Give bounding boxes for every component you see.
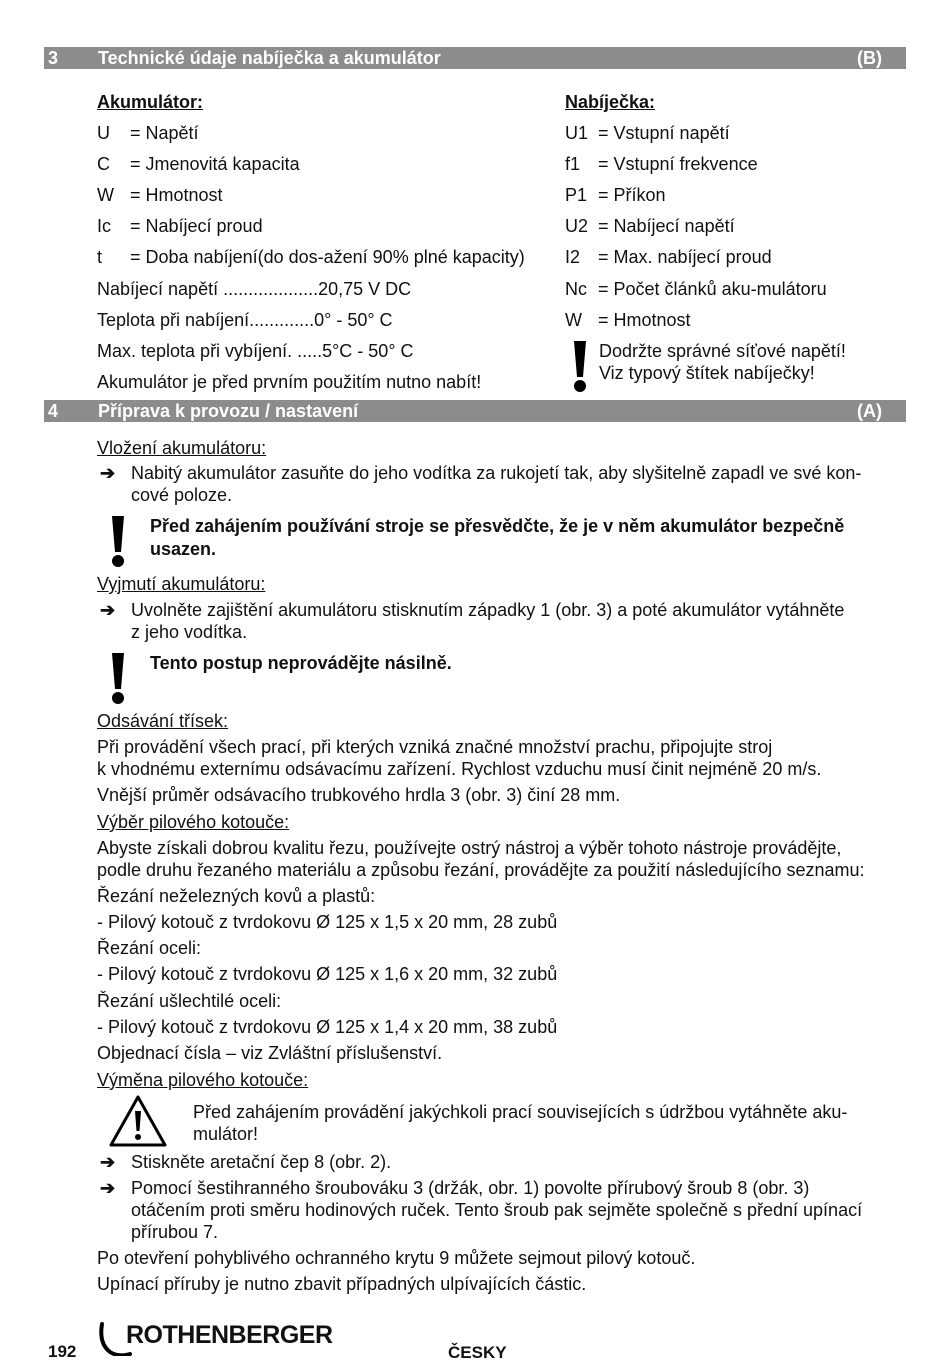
charger-desc-nc: = Počet článků aku-mulátoru bbox=[598, 279, 827, 299]
section-tag: (B) bbox=[857, 48, 882, 68]
exclamation-icon bbox=[570, 339, 590, 393]
charger-sym-p1: P1 bbox=[565, 185, 588, 205]
spec-charge-voltage: Nabíjecí napětí ...................20,75 V DC bbox=[97, 279, 412, 299]
blade-select-line-1: Abyste získali dobrou kvalitu řezu, používejte ostrý nástroj a výběr tohoto nástroje provádějte, bbox=[97, 838, 842, 858]
charger-sym-i2: I2 bbox=[565, 247, 581, 267]
insert-step-line-1: Nabitý akumulátor zasuňte do jeho vodítka za rukojetí tak, aby slyšitelně zapadl ve své kon- bbox=[131, 463, 862, 483]
charger-desc-w: = Hmotnost bbox=[598, 310, 691, 330]
page-number: 192 bbox=[48, 1342, 77, 1361]
arrow-icon: ➔ bbox=[100, 1178, 116, 1198]
section-number: 4 bbox=[48, 401, 59, 421]
blade-select-line-7: Řezání ušlechtilé oceli: bbox=[97, 991, 282, 1011]
insert-warning-line-1: Před zahájením používání stroje se přesvědčte, že je v něm akumulátor bezpečně bbox=[150, 516, 845, 536]
blade-select-line-8: - Pilový kotouč z tvrdokovu Ø 125 x 1,4 x 20 mm, 38 zubů bbox=[97, 1017, 558, 1037]
battery-desc-ic: = Nabíjecí proud bbox=[130, 216, 263, 236]
spec-charge-note: Akumulátor je před prvním použitím nutno nabít! bbox=[97, 372, 482, 392]
dust-line-1: Při provádění všech prací, při kterých vzniká značné množství prachu, připojujte stroj bbox=[97, 737, 773, 757]
remove-warning: Tento postup neprovádějte násilně. bbox=[150, 653, 452, 673]
arrow-icon: ➔ bbox=[100, 1152, 116, 1172]
battery-sym-c: C bbox=[97, 154, 110, 174]
dust-line-2: k vhodnému externímu odsávacímu zařízení. Rychlost vzduchu musí činit nejméně 20 m/s. bbox=[97, 759, 822, 779]
battery-sym-t: t bbox=[97, 247, 103, 267]
blade-change-line-1: Po otevření pohyblivého ochranného krytu 9 můžete sejmout pilový kotouč. bbox=[97, 1248, 696, 1268]
blade-select-line-4: - Pilový kotouč z tvrdokovu Ø 125 x 1,5 x 20 mm, 28 zubů bbox=[97, 912, 558, 932]
spec-charge-temp: Teplota při nabíjení.............0° - 50° C bbox=[97, 310, 393, 330]
battery-desc-u: = Napětí bbox=[130, 123, 199, 143]
remove-battery-heading: Vyjmutí akumulátoru: bbox=[97, 574, 266, 594]
blade-select-heading: Výběr pilového kotouče: bbox=[97, 812, 290, 832]
blade-change-line-2: Upínací příruby je nutno zbavit případných ulpívajících částic. bbox=[97, 1274, 587, 1294]
charger-desc-f1: = Vstupní frekvence bbox=[598, 154, 758, 174]
charger-warning-voltage: Dodržte správné síťové napětí! bbox=[599, 341, 846, 361]
battery-desc-t: = Doba nabíjení(do dos-ažení 90% plné kapacity) bbox=[130, 247, 525, 267]
exclamation-icon bbox=[108, 514, 128, 568]
blade-select-line-3: Řezání neželezných kovů a plastů: bbox=[97, 886, 376, 906]
battery-sym-u: U bbox=[97, 123, 110, 143]
exclamation-icon bbox=[108, 651, 128, 705]
dust-heading: Odsávání třísek: bbox=[97, 711, 229, 731]
section-title: Technické údaje nabíječka a akumulátor bbox=[98, 48, 441, 68]
insert-battery-heading: Vložení akumulátoru: bbox=[97, 438, 267, 458]
insert-step-line-2: cové poloze. bbox=[131, 485, 233, 505]
charger-sym-w: W bbox=[565, 310, 582, 330]
blade-change-warning-line-2: mulátor! bbox=[193, 1124, 259, 1144]
charger-desc-i2: = Max. nabíjecí proud bbox=[598, 247, 772, 267]
blade-change-step-2-line-1: Pomocí šestihranného šroubováku 3 (držák, obr. 1) povolte přírubový šroub 8 (obr. 3) bbox=[131, 1178, 810, 1198]
arrow-icon: ➔ bbox=[100, 600, 116, 620]
section-4-header bbox=[44, 400, 906, 422]
blade-change-warning-line-1: Před zahájením provádění jakýchkoli prací souvisejících s údržbou vytáhněte aku- bbox=[193, 1102, 848, 1122]
battery-desc-c: = Jmenovitá kapacita bbox=[130, 154, 300, 174]
insert-warning-line-2: usazen. bbox=[150, 539, 217, 559]
charger-sym-u2: U2 bbox=[565, 216, 589, 236]
section-title: Příprava k provozu / nastavení bbox=[98, 401, 359, 421]
blade-change-step-2-line-3: přírubou 7. bbox=[131, 1222, 219, 1242]
battery-desc-w: = Hmotnost bbox=[130, 185, 223, 205]
charger-heading: Nabíječka: bbox=[565, 92, 656, 112]
blade-select-line-9: Objednací čísla – viz Zvláštní příslušenství. bbox=[97, 1043, 443, 1063]
charger-sym-nc: Nc bbox=[565, 279, 587, 299]
charger-desc-u1: = Vstupní napětí bbox=[598, 123, 730, 143]
blade-select-line-2: podle druhu řezaného materiálu a způsobu řezání, provádějte za použití následujícího seznamu: bbox=[97, 860, 865, 880]
warning-triangle-icon bbox=[108, 1094, 168, 1148]
remove-step-line-1: Uvolněte zajištění akumulátoru stisknutím západky 1 (obr. 3) a poté akumulátor vytáhněte bbox=[131, 600, 845, 620]
battery-sym-w: W bbox=[97, 185, 114, 205]
battery-heading: Akumulátor: bbox=[97, 92, 204, 112]
language-label: ČESKY bbox=[448, 1343, 507, 1362]
spec-discharge-temp: Max. teplota při vybíjení. .....5°C - 50° C bbox=[97, 341, 414, 361]
blade-select-line-6: - Pilový kotouč z tvrdokovu Ø 125 x 1,6 x 20 mm, 32 zubů bbox=[97, 964, 558, 984]
charger-desc-p1: = Příkon bbox=[598, 185, 666, 205]
logo-text: ROTHENBERGER bbox=[126, 1321, 333, 1349]
section-3-header bbox=[44, 47, 906, 69]
blade-change-heading: Výměna pilového kotouče: bbox=[97, 1070, 309, 1090]
battery-sym-ic: Ic bbox=[97, 216, 112, 236]
section-number: 3 bbox=[48, 48, 59, 68]
remove-step-line-2: z jeho vodítka. bbox=[131, 622, 248, 642]
blade-change-step-1: Stiskněte aretační čep 8 (obr. 2). bbox=[131, 1152, 392, 1172]
arrow-icon: ➔ bbox=[100, 463, 116, 483]
charger-desc-u2: = Nabíjecí napětí bbox=[598, 216, 735, 236]
section-tag: (A) bbox=[857, 401, 882, 421]
rothenberger-logo bbox=[98, 1318, 358, 1358]
charger-warning-label: Viz typový štítek nabíječky! bbox=[599, 363, 815, 383]
blade-change-step-2-line-2: otáčením proti směru hodinových ruček. Tento šroub pak sejměte společně s přední upínací bbox=[131, 1200, 863, 1220]
blade-select-line-5: Řezání oceli: bbox=[97, 938, 202, 958]
charger-sym-u1: U1 bbox=[565, 123, 589, 143]
charger-sym-f1: f1 bbox=[565, 154, 581, 174]
dust-line-3: Vnější průměr odsávacího trubkového hrdla 3 (obr. 3) činí 28 mm. bbox=[97, 785, 621, 805]
